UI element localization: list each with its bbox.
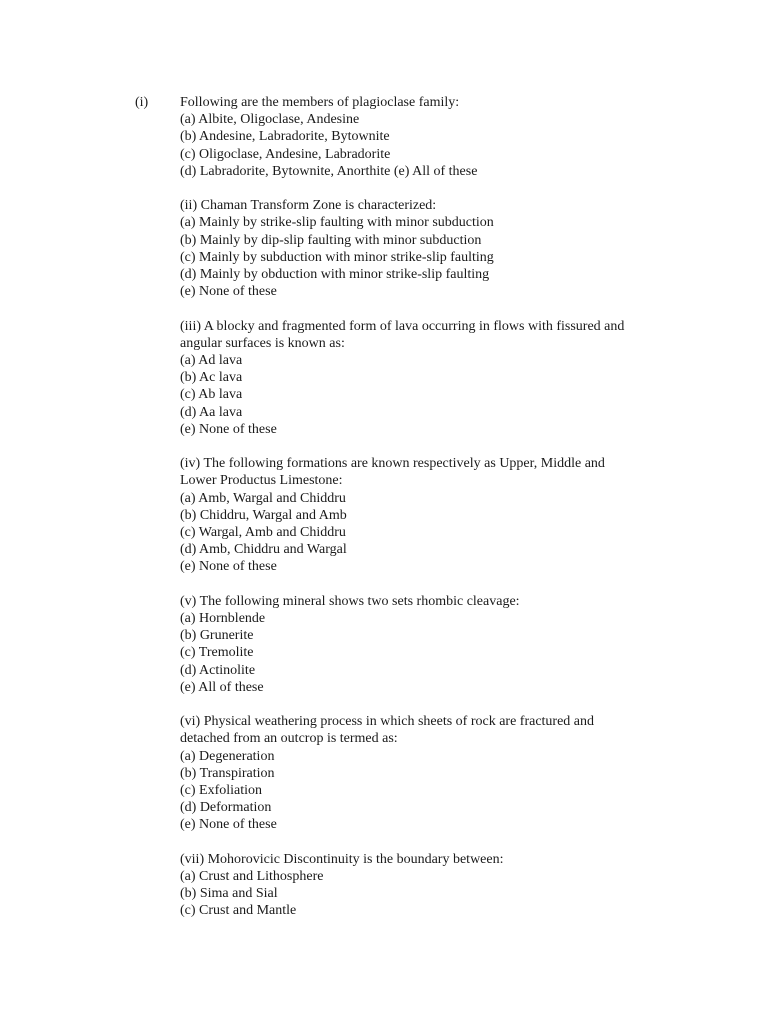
question-5-option-e: (e) All of these xyxy=(180,679,264,695)
question-7 xyxy=(180,851,660,920)
question-2-option-b: (b) Mainly by dip-slip faulting with minor subduction xyxy=(180,232,482,248)
question-1 xyxy=(180,94,660,180)
question-1-stem: Following are the members of plagioclase family: xyxy=(180,95,460,110)
question-6-option-d: (d) Deformation xyxy=(180,800,272,816)
question-3-option-b: (b) Ac lava xyxy=(180,370,243,386)
question-1-option-b: (b) Andesine, Labradorite, Bytownite xyxy=(180,129,390,145)
question-7-option-c: (c) Crust and Mantle xyxy=(180,903,297,919)
question-6-option-b: (b) Transpiration xyxy=(180,765,275,781)
spacer xyxy=(180,300,660,317)
question-7-option-b: (b) Sima and Sial xyxy=(180,886,278,902)
question-1-option-a: (a) Albite, Oligoclase, Andesine xyxy=(180,112,360,128)
spacer xyxy=(180,696,660,713)
question-5-option-b: (b) Grunerite xyxy=(180,628,254,644)
question-3-option-e: (e) None of these xyxy=(180,421,277,437)
spacer xyxy=(180,576,660,593)
spacer xyxy=(180,180,660,197)
question-3-option-a: (a) Ad lava xyxy=(180,353,243,369)
spacer xyxy=(180,834,660,851)
question-4-stem-line-1: (iv) The following formations are known respectively as Upper, Middle and xyxy=(180,456,605,472)
question-3-option-d: (d) Aa lava xyxy=(180,404,243,420)
question-1-number: (i) xyxy=(135,95,149,110)
question-4-option-b: (b) Chiddru, Wargal and Amb xyxy=(180,507,347,523)
question-5-option-a: (a) Hornblende xyxy=(180,611,266,627)
question-6-option-a: (a) Degeneration xyxy=(180,748,275,764)
question-6-stem-line-1: (vi) Physical weathering process in which sheets of rock are fractured and xyxy=(180,714,595,730)
question-3-stem-line-2: angular surfaces is known as: xyxy=(180,335,345,351)
question-1-option-c: (c) Oligoclase, Andesine, Labradorite xyxy=(180,146,391,162)
question-3 xyxy=(180,318,660,438)
question-7-option-a: (a) Crust and Lithosphere xyxy=(180,869,324,885)
question-4-option-c: (c) Wargal, Amb and Chiddru xyxy=(180,525,346,541)
question-4-stem-line-2: Lower Productus Limestone: xyxy=(180,473,343,489)
question-4-option-d: (d) Amb, Chiddru and Wargal xyxy=(180,542,347,558)
question-5-option-c: (c) Tremolite xyxy=(180,645,254,661)
question-7-stem: (vii) Mohorovicic Discontinuity is the boundary between: xyxy=(180,851,504,867)
question-1-option-d-e: (d) Labradorite, Bytownite, Anorthite (e) All of these xyxy=(180,163,478,179)
question-4-option-e: (e) None of these xyxy=(180,559,277,575)
question-2 xyxy=(180,197,660,300)
question-6 xyxy=(180,713,660,833)
question-2-stem: (ii) Chaman Transform Zone is characterized: xyxy=(180,198,437,214)
question-5-option-d: (d) Actinolite xyxy=(180,662,256,678)
question-3-stem-line-1: (iii) A blocky and fragmented form of lava occurring in flows with fissured and xyxy=(180,318,625,334)
question-4-option-a: (a) Amb, Wargal and Chiddru xyxy=(180,490,346,506)
question-4 xyxy=(180,455,660,575)
question-2-option-c: (c) Mainly by subduction with minor strike-slip faulting xyxy=(180,249,494,265)
question-list xyxy=(180,94,660,920)
question-6-option-c: (c) Exfoliation xyxy=(180,783,263,799)
question-6-stem-line-2: detached from an outcrop is termed as: xyxy=(180,731,398,747)
spacer xyxy=(180,438,660,455)
question-3-option-c: (c) Ab lava xyxy=(180,387,243,403)
question-2-option-e: (e) None of these xyxy=(180,284,277,300)
question-2-option-d: (d) Mainly by obduction with minor strike-slip faulting xyxy=(180,267,490,283)
question-5-stem: (v) The following mineral shows two sets rhombic cleavage: xyxy=(180,593,520,609)
question-6-option-e: (e) None of these xyxy=(180,817,277,833)
question-5 xyxy=(180,593,660,696)
question-2-option-a: (a) Mainly by strike-slip faulting with minor subduction xyxy=(180,215,494,231)
